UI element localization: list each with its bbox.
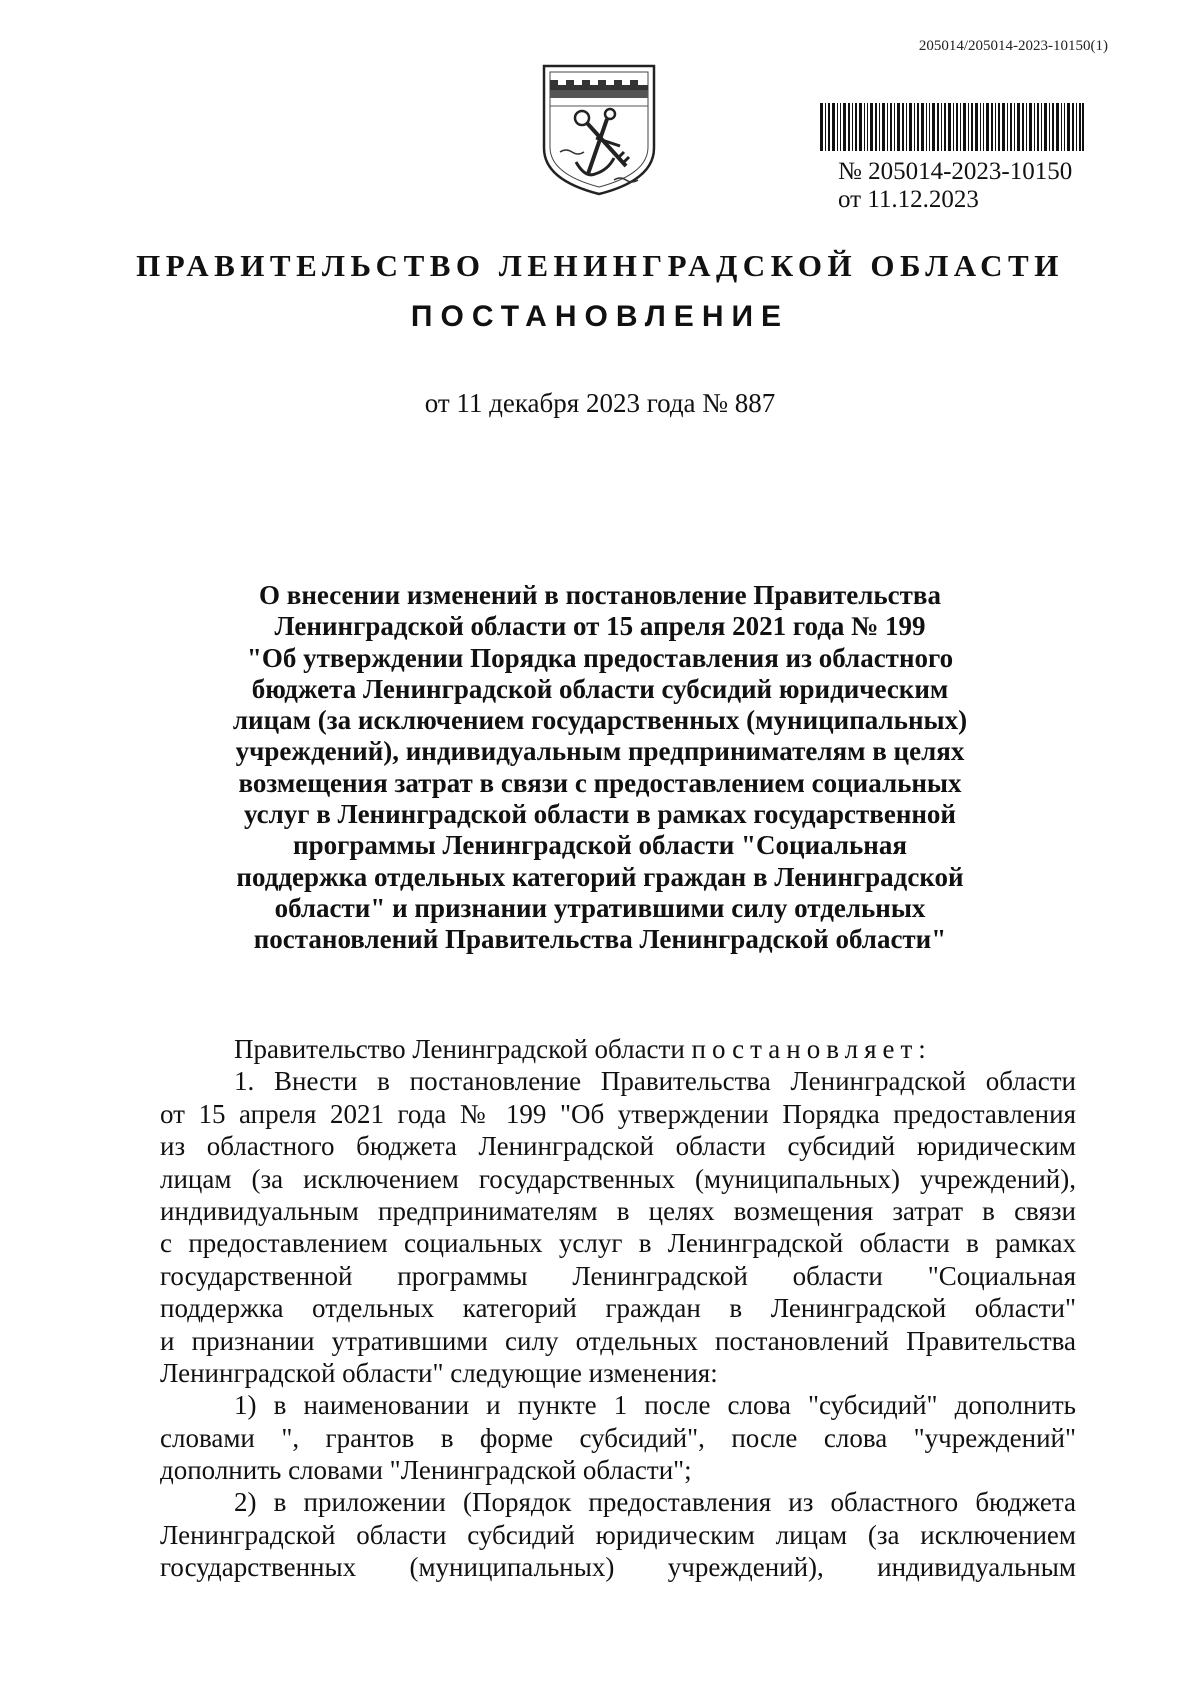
registration-id: 205014/205014-2023-10150(1) — [918, 38, 1108, 54]
document-body — [160, 1033, 1076, 1584]
subject-line: Ленинградской области от 15 апреля 2021 года № 199 — [274, 611, 926, 642]
subject-line: О внесении изменений в постановление Правительства — [259, 580, 941, 610]
paragraph-line: лицам (за исключением государственных (муниципальных) учреждений), — [160, 1163, 1076, 1194]
document-subject — [200, 580, 1000, 956]
item-line: государственных (муниципальных) учреждений), индивидуальным — [160, 1552, 1076, 1583]
preamble — [160, 1033, 1076, 1065]
subject-line: "Об утверждении Порядка предоставления из областного — [246, 642, 954, 673]
item-line: словами ", грантов в форме субсидий", после слова "учреждений" — [160, 1422, 1076, 1453]
paragraph-line: государственной программы Ленинградской области "Социальная — [160, 1260, 1076, 1291]
subject-line: услуг в Ленинградской области в рамках государственной — [244, 799, 956, 830]
paragraph-line: индивидуальным предпринимателям в целях возмещения затрат в связи — [160, 1195, 1076, 1226]
paragraph-line: 1. Внести в постановление Правительства Ленинградской области — [234, 1066, 1076, 1097]
paragraph-line: от 15 апреля 2021 года № 199 "Об утверждении Порядка предоставления — [160, 1098, 1076, 1129]
subject-line: лицам (за исключением государственных (муниципальных) — [232, 705, 968, 736]
document-type: ПОСТАНОВЛЕНИЕ — [410, 300, 790, 333]
paragraph-line: из областного бюджета Ленинградской области субсидий юридическим — [160, 1131, 1076, 1162]
paragraph-line: Ленинградской области" следующие изменения: — [160, 1357, 718, 1388]
subject-line: возмещения затрат в связи с предоставлением социальных — [238, 767, 962, 798]
preamble-text: Правительство Ленинградской области — [234, 1034, 685, 1064]
paragraph-line: с предоставлением социальных услуг в Ленинградской области в рамках — [160, 1228, 1076, 1259]
barcode-icon — [820, 103, 1084, 151]
document-date-number: от 11 декабря 2023 года № 887 — [424, 388, 776, 418]
item-line: 1) в наименовании и пункте 1 после слова "субсидий" дополнить — [234, 1390, 1076, 1421]
subject-line: программы Ленинградской области "Социальная — [293, 830, 907, 861]
item-line: дополнить словами "Ленинградской области"; — [160, 1455, 692, 1486]
subject-line: области" и признании утратившими силу отдельных — [274, 892, 926, 923]
subject-line: поддержка отдельных категорий граждан в Ленинградской — [236, 861, 964, 892]
item-line: 2) в приложении (Порядок предоставления из областного бюджета — [234, 1487, 1076, 1518]
paragraph-line: и признании утратившими силу отдельных постановлений Правительства — [160, 1325, 1076, 1356]
subject-line: постановлений Правительства Ленинградской области" — [253, 924, 947, 955]
subject-line: учреждений), индивидуальным предпринимателям в целях — [235, 736, 965, 767]
registration-number: № 205014-2023-10150 — [838, 158, 1073, 185]
leningrad-oblast-coat-of-arms-icon — [540, 62, 658, 198]
registration-date: от 11.12.2023 — [838, 186, 979, 213]
paragraph-line: поддержка отдельных категорий граждан в Ленинградской области" — [160, 1293, 1076, 1324]
item-line: Ленинградской области субсидий юридическим лицам (за исключением — [160, 1519, 1076, 1550]
government-title: ПРАВИТЕЛЬСТВО ЛЕНИНГРАДСКОЙ ОБЛАСТИ — [136, 248, 1064, 283]
preamble-verb: постановляет: — [691, 1034, 932, 1064]
subject-line: бюджета Ленинградской области субсидий юридическим — [251, 673, 949, 704]
